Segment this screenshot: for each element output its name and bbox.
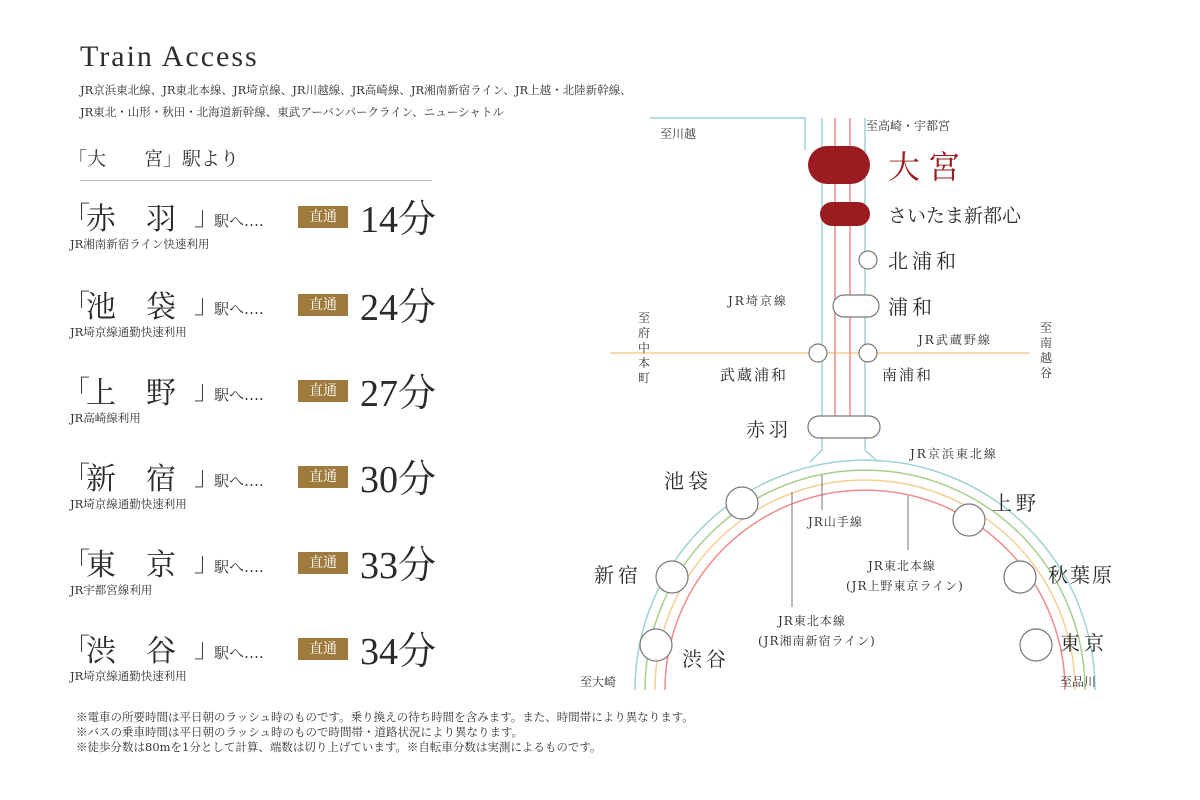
tohoku-shonan-line-label-2: (JR湘南新宿ライン) (758, 634, 876, 648)
served-lines-line1: JR京浜東北線、JR東北本線、JR埼京線、JR川越線、JR高崎線、JR湘南新宿ライン、JR上越・北陸新幹線、 (80, 83, 632, 97)
to-station-text: 駅へ…. (214, 300, 264, 318)
route-note: JR埼京線通勤快速利用 (70, 497, 187, 511)
direction-shinagawa: 至品川 (1060, 675, 1097, 689)
route-row (64, 188, 444, 258)
to-station-text: 駅へ…. (214, 558, 264, 576)
footnote: ※電車の所要時間は平日朝のラッシュ時のものです。乗り換えの待ち時間を含みます。また、時間帯により異なります。 (76, 710, 694, 724)
direct-badge: 直通 (298, 206, 348, 228)
to-station-text: 駅へ…. (214, 472, 264, 490)
shibuya-label: 渋谷 (682, 647, 730, 671)
saitama-shintoshin-label: さいたま新都心 (888, 205, 1022, 227)
direct-badge: 直通 (298, 294, 348, 316)
route-row (64, 448, 444, 518)
route-row (64, 534, 444, 604)
svg-text:越: 越 (1039, 351, 1053, 365)
kitaurawa-station-marker (859, 251, 877, 269)
saitama-shintoshin-station-marker (820, 202, 870, 226)
akabane-label: 赤羽 (746, 419, 793, 441)
destination-station: 渋 谷 (86, 634, 176, 669)
svg-text:中: 中 (637, 341, 651, 355)
shinjuku-station-marker (656, 561, 688, 593)
urawa-station-marker (833, 295, 879, 317)
bracket-open: 「 (64, 548, 91, 578)
travel-minutes: 27分 (360, 373, 437, 415)
svg-text:町: 町 (637, 371, 651, 385)
route-note: JR埼京線通勤快速利用 (70, 325, 187, 339)
route-row (64, 620, 444, 690)
akihabara-label: 秋葉原 (1048, 563, 1114, 587)
svg-text:府: 府 (637, 326, 651, 340)
svg-text:至: 至 (1039, 321, 1053, 335)
akihabara-station-marker (1004, 561, 1036, 593)
shinjuku-label: 新宿 (594, 563, 642, 587)
direct-badge: 直通 (298, 380, 348, 402)
ueno-station-marker (953, 504, 985, 536)
musashi-urawa-station-marker (809, 344, 827, 362)
route-note: JR湘南新宿ライン快速利用 (70, 237, 210, 251)
akabane-station-marker (808, 416, 880, 438)
route-note: JR高崎線利用 (70, 411, 141, 425)
destination-station: 池 袋 (86, 290, 176, 325)
ueno-label: 上野 (992, 491, 1040, 515)
travel-minutes: 33分 (360, 545, 437, 587)
bracket-open: 「 (64, 290, 91, 320)
travel-minutes: 24分 (360, 287, 437, 329)
direction-fuchu (638, 311, 650, 385)
svg-text:南: 南 (1039, 336, 1053, 350)
bracket-open: 「 (64, 202, 91, 232)
direct-badge: 直通 (298, 552, 348, 574)
ikebukuro-label: 池袋 (664, 469, 712, 493)
keihin-line-label: JR京浜東北線 (910, 447, 998, 461)
bracket-close: 」 (194, 376, 221, 406)
route-row (64, 362, 444, 432)
direct-badge: 直通 (298, 638, 348, 660)
destination-station: 東 京 (86, 548, 176, 583)
svg-text:本: 本 (637, 356, 651, 370)
minami-urawa-station-marker (859, 344, 877, 362)
direct-badge: 直通 (298, 466, 348, 488)
route-map (560, 110, 1160, 700)
svg-text:谷: 谷 (1039, 366, 1053, 380)
bracket-open: 「 (64, 634, 91, 664)
footnote: ※徒歩分数は80mを1分として計算、端数は切り上げています。※自転車分数は実測によるものです。 (76, 740, 602, 754)
omiya-station-marker (808, 146, 870, 184)
to-station-text: 駅へ…. (214, 212, 264, 230)
direction-takasaki: 至高崎・宇都宮 (866, 119, 951, 133)
direction-kawagoe: 至川越 (660, 127, 697, 141)
bracket-open: 「 (64, 462, 91, 492)
tohoku-ueno-line-label-2: (JR上野東京ライン) (846, 579, 964, 593)
direction-osaki: 至大崎 (580, 675, 617, 689)
shibuya-station-marker (640, 629, 672, 661)
bracket-close: 」 (194, 462, 221, 492)
route-row (64, 276, 444, 346)
minami-urawa-label: 南浦和 (882, 366, 934, 384)
kitaurawa-label: 北浦和 (888, 249, 960, 273)
yamanote-line-label: JR山手線 (808, 515, 863, 529)
to-station-text: 駅へ…. (214, 644, 264, 662)
tohoku-ueno-line-label-1: JR東北本線 (868, 559, 936, 573)
bracket-close: 」 (194, 548, 221, 578)
travel-minutes: 14分 (360, 199, 437, 241)
travel-minutes: 30分 (360, 459, 437, 501)
direction-minamikoshigaya (1040, 321, 1052, 380)
bracket-close: 」 (194, 290, 221, 320)
page-title: Train Access (80, 40, 259, 73)
travel-minutes: 34分 (360, 631, 437, 673)
origin-station-heading: 「大 宮」駅より (68, 148, 240, 170)
svg-text:至: 至 (637, 311, 651, 325)
saikyo-line-label: JR埼京線 (728, 294, 788, 308)
tohoku-shonan-line-label-1: JR東北本線 (778, 614, 846, 628)
bracket-close: 」 (194, 202, 221, 232)
bracket-close: 」 (194, 634, 221, 664)
to-station-text: 駅へ…. (214, 386, 264, 404)
route-note: JR埼京線通勤快速利用 (70, 669, 187, 683)
destination-station: 上 野 (86, 376, 176, 411)
footnote: ※バスの乗車時間は平日朝のラッシュ時のもので時間帯・道路状況により異なります。 (76, 725, 524, 739)
tokyo-label: 東京 (1060, 631, 1108, 655)
footnotes (76, 710, 694, 755)
urawa-label: 浦和 (888, 295, 936, 319)
divider (80, 180, 432, 181)
ikebukuro-station-marker (726, 487, 758, 519)
musashi-urawa-label: 武蔵浦和 (720, 366, 789, 384)
tokyo-station-marker (1020, 629, 1052, 661)
omiya-label: 大宮 (888, 148, 969, 186)
destination-station: 新 宿 (86, 462, 176, 497)
route-note: JR宇都宮線利用 (70, 583, 153, 597)
musashino-line-label: JR武蔵野線 (918, 333, 992, 347)
served-lines-line2: JR東北・山形・秋田・北海道新幹線、東武アーバンパークライン、ニューシャトル (80, 105, 504, 119)
destination-station: 赤 羽 (86, 202, 176, 237)
bracket-open: 「 (64, 376, 91, 406)
